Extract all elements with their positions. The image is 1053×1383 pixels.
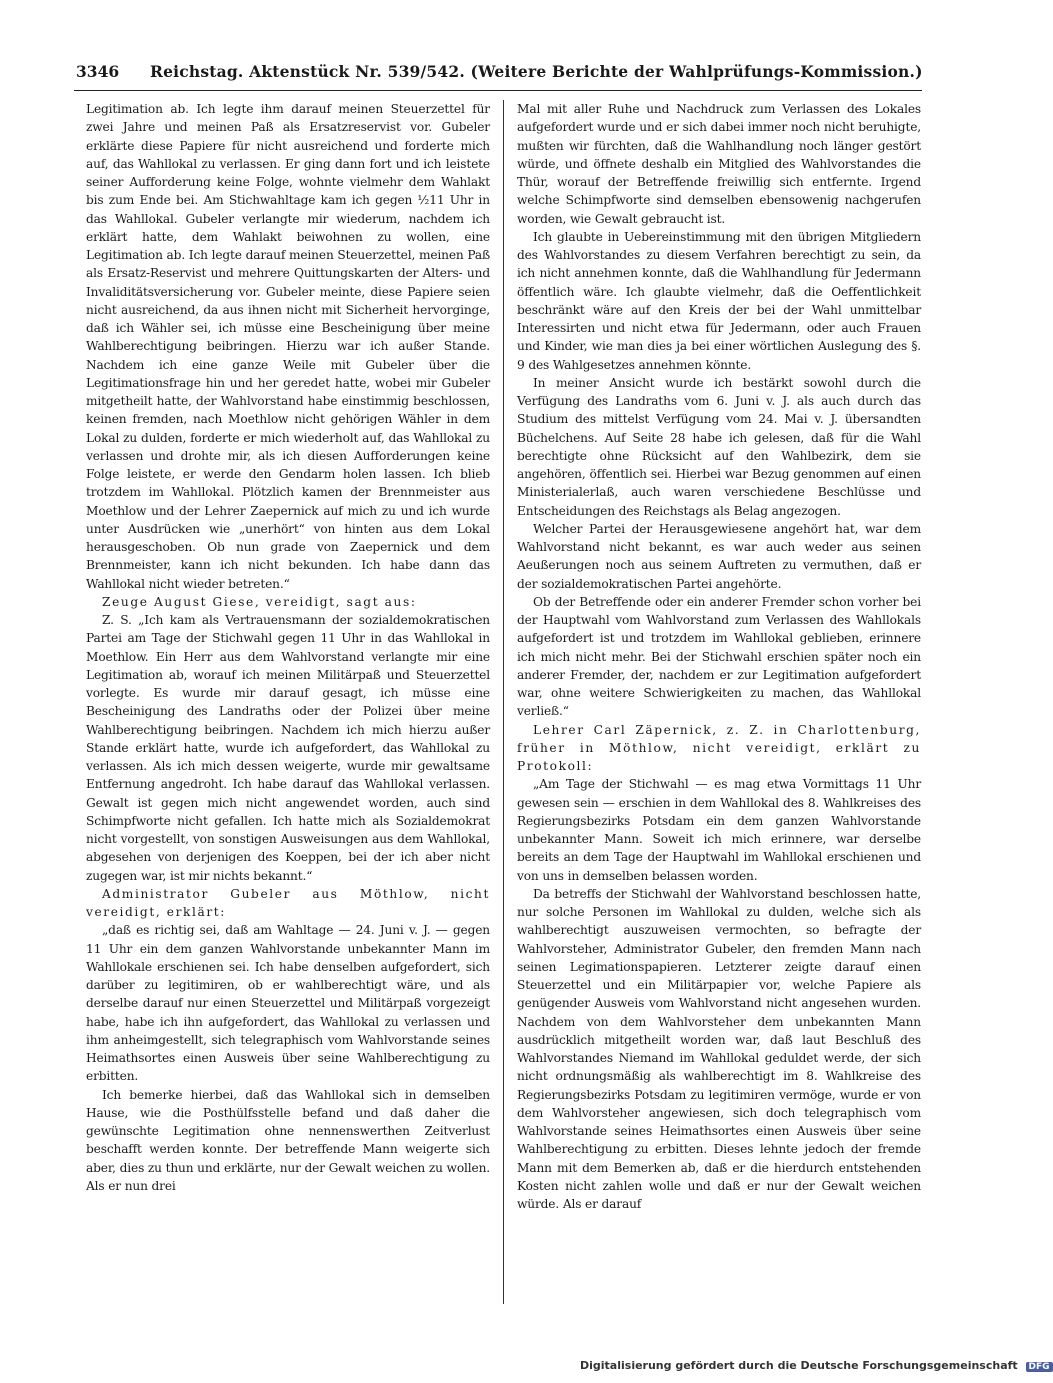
- paragraph: Legitimation ab. Ich legte ihm darauf meinen Steuerzettel für zwei Jahre und meinen Paß als Ersatzreservist vor. Gubeler erklärte diese Papiere für nicht ausreichend und forderte mich auf, das Wahllokal zu verlassen. Er ging dann fort und ich leistete seiner Aufforderung keine Folge, wohnte vielmehr dem Wahlakt bis zum Ende bei. Am Stichwahltage kam ich gegen ½11 Uhr in das Wahllokal. Gubeler verlangte mir wiederum, nachdem ich erklärt hatte, dem Wahlakt beiwohnen zu wollen, eine Legitimation ab. Ich legte darauf meinen Steuerzettel, meinen Paß als Ersatz-Reservist und mehrere Quittungskarten der Alters- und Invaliditätsversicherung vor. Gubeler meinte, diese Papiere seien nicht ausreichend, da aus ihnen nicht mit Sicherheit hervorginge, daß ich Wähler sei, ich müsse eine Bescheinigung über meine Wahlberechtigung beibringen. Hierzu war ich außer Stande. Nachdem ich eine ganze Weile mit Gubeler über die Legitimationsfrage hin und her geredet hatte, wobei mir Gubeler mitgetheilt hatte, der Wahlvorstand habe einstimmig beschlossen, keinen fremden, nach Moethlow nicht gehörigen Wähler in dem Lokal zu dulden, forderte er mich wiederholt auf, das Wahllokal zu verlassen und drohte mir, als ich diesen Aufforderungen keine Folge leistete, er werde den Gendarm holen lassen. Ich blieb trotzdem im Wahllokal. Plötzlich kamen der Brennmeister aus Moethlow und der Lehrer Zaepernick auf mich zu und ich wurde unter Ausdrücken wie „unerhört“ von hinten aus dem Lokal herausgeschoben. Ob nun grade von Zaepernick und dem Brennmeister, kann ich nicht bekunden. Ich habe dann das Wahllokal nicht wieder betreten.“: [86, 102, 490, 591]
- paragraph: „daß es richtig sei, daß am Wahltage — 24. Juni v. J. — gegen 11 Uhr ein dem ganzen Wahlvorstande unbekannter Mann im Wahllokale erschienen sei. Ich habe denselben aufgefordert, sich darüber zu legitimiren, ob er wahlberechtigt wäre, und als derselbe darauf nur einen Steuerzettel und Militärpaß vorgezeigt habe, habe ich ihn aufgefordert, das Wahllokal zu verlassen und ihm anheimgestellt, sich telegraphisch vom Wahlvorstande seines Heimathsortes einen Ausweis über seine Wahlberechtigung zu erbitten.: [86, 923, 490, 1084]
- dfg-logo: DFG: [1026, 1362, 1053, 1372]
- paragraph: Z. S. „Ich kam als Vertrauensmann der sozialdemokratischen Partei am Tage der Stichwahl gegen 11 Uhr in das Wahllokal in Moethlow. Ein Herr aus dem Wahlvorstand verlangte mir eine Legitimation ab, worauf ich meinen Militärpaß und Steuerzettel vorlegte. Es wurde mir darauf gesagt, ich müsse eine Bescheinigung des Landraths oder der Polizei über meine Wahlberechtigung beibringen. Nachdem ich mich hierzu außer Stande erklärt hatte, wurde ich aufgefordert, das Wahllokal zu verlassen. Als ich mich dessen weigerte, wurde mir gewaltsame Entfernung angedroht. Ich habe darauf das Wahllokal verlassen. Gewalt ist gegen mich nicht angewendet worden, auch sind Schimpfworte nicht gefallen. Ich hatte mich als Sozialdemokrat nicht vorgestellt, von sonstigen Ausweisungen aus dem Wahllokal, abgesehen von derjenigen des Koeppen, bei der ich aber nicht zugegen war, ist mir nichts bekannt.“: [86, 613, 490, 883]
- digitization-credit: [580, 1359, 1050, 1375]
- paragraph: Ich bemerke hierbei, daß das Wahllokal sich in demselben Hause, wie die Posthülfsstelle befand und daß daher die gewünschte Legitimation ohne nennenswerthen Zeitverlust beschafft werden konnte. Der betreffende Mann weigerte sich aber, dies zu thun und erklärte, nur der Gewalt weichen zu wollen. Als er nun drei: [86, 1087, 490, 1193]
- paragraph: Ob der Betreffende oder ein anderer Fremder schon vorher bei der Hauptwahl vom Wahlvorstand zum Verlassen des Wahllokals aufgefordert ist und trotzdem im Wahllokal geblieben, erinnere ich mich nicht mehr. Bei der Stichwahl erschien später noch ein anderer Fremder, der, nachdem er zur Legitimation aufgefordert war, ohne weitere Schwierigkeiten zu machen, das Wahllokal verließ.“: [517, 594, 921, 719]
- page-header: [76, 62, 966, 86]
- paragraph: Da betreffs der Stichwahl der Wahlvorstand beschlossen hatte, nur solche Personen im Wahllokal zu dulden, welche sich als wahlberechtigt auszuweisen vermochten, so befragte der Wahlvorsteher, Administrator Gubeler, den fremden Mann nach seinen Legimationspapieren. Letzterer zeigte darauf einen Steuerzettel und ein Militärpapier vor, welche Papiere als genügender Ausweis vom Wahlvorstand nicht angesehen wurden. Nachdem von dem Wahlvorsteher dem unbekannten Mann ausdrücklich mitgetheilt worden war, daß laut Beschluß des Wahlvorstandes Niemand im Wahllokal geduldet werde, der sich nicht ordnungsmäßig als wahlberechtigt im 8. Wahlkreise des Regierungsbezirks Potsdam zu legitimiren vermöge, wurde er von dem Wahlvorsteher angewiesen, sich doch telegraphisch vom Wahlvorstande seines Heimathsortes einen Ausweis über seine Wahlberechtigung zu erbitten. Dieses lehnte jedoch der fremde Mann mit dem Bemerken ab, daß er die hierdurch entstehenden Kosten nicht zahlen wolle und daß er nur der Gewalt weichen würde. Als er darauf: [517, 886, 921, 1211]
- paragraph: In meiner Ansicht wurde ich bestärkt sowohl durch die Verfügung des Landraths vom 6. Juni v. J. als auch durch das Studium des mittelst Verfügung vom 24. Mai v. J. übersandten Büchelchens. Auf Seite 28 habe ich gelesen, daß für die Wahl berechtigte ohne Rücksicht auf den Wahlbezirk, dem sie angehören, öffentlich sei. Hierbei war Bezug genommen auf einen Ministerialerlaß, auch waren verschiedene Beschlüsse und Entscheidungen des Reichstags als Belag angezogen.: [517, 375, 921, 518]
- header-rule: [74, 90, 922, 91]
- credit-text: Digitalisierung gefördert durch die Deutsche Forschungsgemeinschaft: [580, 1359, 1018, 1372]
- paragraph: Administrator Gubeler aus Möthlow, nicht vereidigt, erklärt:: [86, 886, 490, 919]
- paragraph: Welcher Partei der Herausgewiesene angehört hat, war dem Wahlvorstand nicht bekannt, es war auch weder aus seinen Aeußerungen noch aus seinem Auftreten zu vermuthen, daß er der sozialdemokratischen Partei angehörte.: [517, 521, 921, 591]
- running-title: Reichstag. Aktenstück Nr. 539/542. (Weitere Berichte der Wahlprüfungs-Kommission.): [150, 62, 923, 81]
- paragraph: Mal mit aller Ruhe und Nachdruck zum Verlassen des Lokales aufgefordert wurde und er sich dabei immer noch nicht beruhigte, mußten wir fürchten, daß die Wahlhandlung noch länger gestört würde, und öffnete deshalb ein Mitglied des Wahlvorstandes die Thür, worauf der Betreffende freiwillig sich entfernte. Irgend welche Schimpfworte sind demselben ebensowenig nachgerufen worden, wie Gewalt gebraucht ist.: [517, 102, 921, 226]
- paragraph: Lehrer Carl Zäpernick, z. Z. in Charlottenburg, früher in Möthlow, nicht vereidigt, erklärt zu Protokoll:: [517, 722, 921, 773]
- paragraph: Zeuge August Giese, vereidigt, sagt aus:: [102, 594, 417, 609]
- left-column: [86, 100, 490, 1306]
- paragraph: „Am Tage der Stichwahl — es mag etwa Vormittags 11 Uhr gewesen sein — erschien in dem Wahllokal des 8. Wahlkreises des Regierungsbezirks Potsdam ein dem ganzen Wahlvorstande unbekannter Mann. Soweit ich mich erinnere, war derselbe bereits an dem Tage der Hauptwahl im Wahllokal erschienen und von uns in demselben belassen worden.: [517, 777, 921, 883]
- page-number: 3346: [76, 62, 120, 81]
- right-column: [517, 100, 921, 1306]
- paragraph: Ich glaubte in Uebereinstimmung mit den übrigen Mitgliedern des Wahlvorstandes zu diesem Verfahren berechtigt zu sein, da ich nicht annehmen konnte, daß die Wahlhandlung für Jedermann öffentlich wäre. Ich glaubte vielmehr, daß die Oeffentlichkeit beschränkt wäre auf den Kreis der bei der Wahl unmittelbar Interessirten und nicht etwa für Jedermann, oder auch Frauen und Kinder, wie man dies ja bei einer wörtlichen Auslegung des §. 9 des Wahlgesetzes annehmen könnte.: [517, 229, 921, 372]
- column-divider: [503, 100, 504, 1304]
